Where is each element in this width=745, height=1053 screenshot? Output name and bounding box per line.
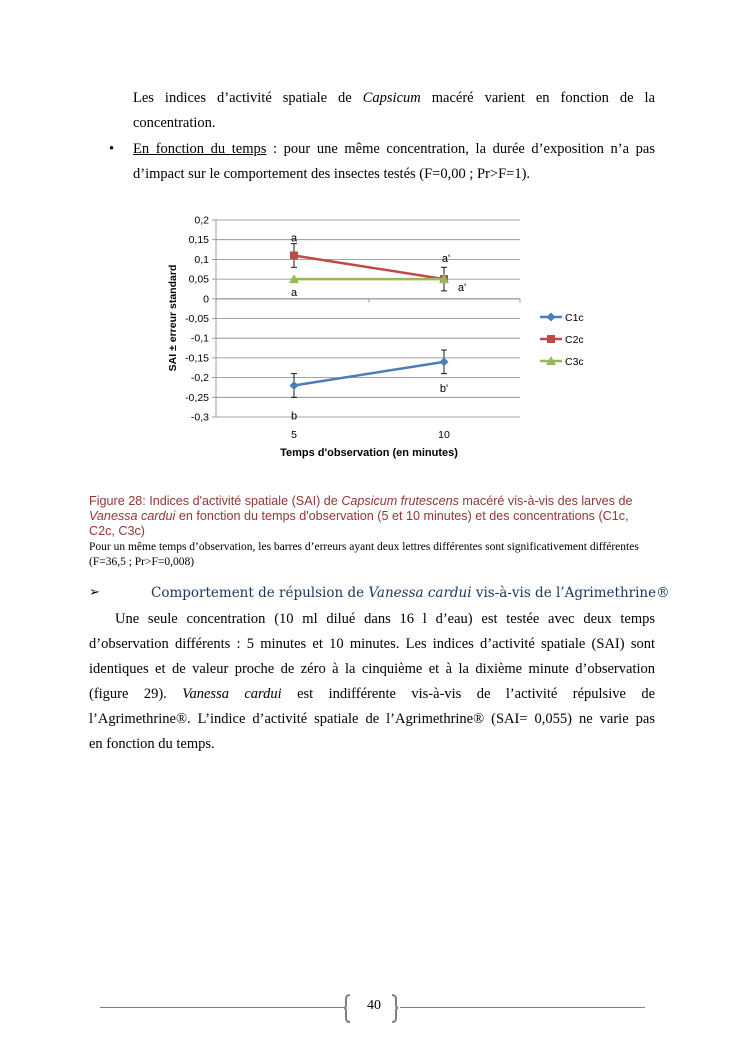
legend-label: C2c	[565, 334, 584, 346]
y-tick-label: 0,2	[194, 214, 209, 227]
figure-caption: Figure 28: Indices d'activité spatiale (SAI) de Capsicum frutescens macéré vis-à-vis des larves de Vanessa cardui en fonction du temps d'observation (5 et 10 minutes) et des concentrations (C1c, C2c, C3c)	[89, 494, 633, 538]
series-c2c	[290, 232, 450, 290]
x-axis-label: Temps d'observation (en minutes)	[280, 447, 458, 459]
data-point	[290, 251, 298, 259]
chart-series	[289, 232, 466, 422]
y-axis-ticks	[185, 215, 216, 424]
body-line-1: Une seule concentration (10 ml dilué dans 16 l d’eau) est testée avec deux temps	[115, 611, 655, 627]
series-line	[294, 362, 444, 386]
x-axis	[216, 299, 520, 441]
arrow-bullet-icon: ➢	[89, 585, 100, 600]
series-c3c	[289, 274, 466, 299]
y-tick-label: -0,3	[190, 411, 209, 424]
page-number: 40	[367, 998, 381, 1013]
legend-marker	[547, 313, 556, 322]
chart-legend	[540, 312, 584, 368]
body-paragraph	[89, 607, 655, 757]
y-tick-label: 0,15	[188, 234, 209, 247]
bullet-paragraph	[133, 137, 655, 187]
x-tick-label: 5	[291, 429, 297, 441]
legend-entry-c2c	[540, 334, 584, 346]
x-tick-label: 10	[438, 429, 450, 441]
legend-entry-c3c	[540, 356, 584, 368]
body-line-5: l’Agrimethrine®. L’indice d’activité spatiale de l’Agrimethrine® (SAI= 0,055) ne varie pas	[89, 711, 655, 727]
bullet-marker: •	[109, 141, 115, 157]
legend-marker	[547, 335, 555, 343]
body-line-2: d’observation différents : 5 minutes et 10 minutes. Les indices d’activité spatiale (SAI) sont	[89, 636, 655, 652]
body-line-3: identiques et de valeur proche de zéro à la cinquième et à la dixième minute d’observation	[89, 661, 655, 677]
y-tick-label: 0	[203, 293, 209, 306]
y-tick-label: -0,05	[185, 313, 209, 325]
sai-line-chart	[160, 205, 600, 467]
figure-note: Pour un même temps d’observation, les barres d’erreurs ayant deux lettres différentes sont significativement différentes (F=36,5 ; Pr>F=0,008)	[89, 541, 639, 568]
significance-label: b'	[439, 382, 449, 395]
bullet-line-1: En fonction du temps : pour une même concentration, la durée d’exposition n’a pas	[133, 141, 655, 157]
page-footer	[100, 994, 645, 1024]
significance-label: a'	[457, 282, 467, 295]
y-tick-label: -0,2	[190, 372, 209, 385]
chart-gridlines	[216, 220, 520, 417]
data-point	[440, 357, 449, 366]
footer-rule-left	[100, 1007, 344, 1008]
data-point	[290, 381, 299, 390]
y-tick-label: -0,15	[185, 352, 209, 365]
significance-label: b	[290, 410, 298, 423]
legend-entry-c1c	[540, 312, 584, 324]
intro-line-2: concentration.	[133, 115, 216, 131]
legend-label: C1c	[565, 312, 584, 324]
significance-label: a'	[441, 253, 451, 266]
y-tick-label: -0,1	[190, 332, 209, 345]
footer-rule-right	[400, 1007, 645, 1008]
body-line-4: (figure 29). Vanessa cardui est indifférente vis-à-vis de l’activité répulsive de	[89, 686, 656, 702]
y-tick-label: 0,1	[194, 253, 209, 266]
legend-label: C3c	[565, 356, 584, 368]
series-c1c	[290, 350, 449, 422]
y-tick-label: 0,05	[188, 273, 209, 286]
section-heading-text: Comportement de répulsion de Vanessa cardui vis-à-vis de l’Agrimethrine®	[151, 585, 670, 601]
significance-label: a	[290, 287, 298, 300]
bullet-line-2: d’impact sur le comportement des insectes testés (F=0,00 ; Pr>F=1).	[133, 166, 531, 182]
body-line-6: en fonction du temps.	[89, 736, 215, 752]
y-tick-label: -0,25	[185, 391, 209, 404]
intro-line-1: Les indices d’activité spatiale de Capsicum macéré varient en fonction de la	[133, 90, 655, 106]
y-axis-label: SAI ± erreur standard	[167, 264, 179, 372]
intro-paragraph	[133, 86, 655, 136]
significance-label: a	[290, 232, 298, 245]
